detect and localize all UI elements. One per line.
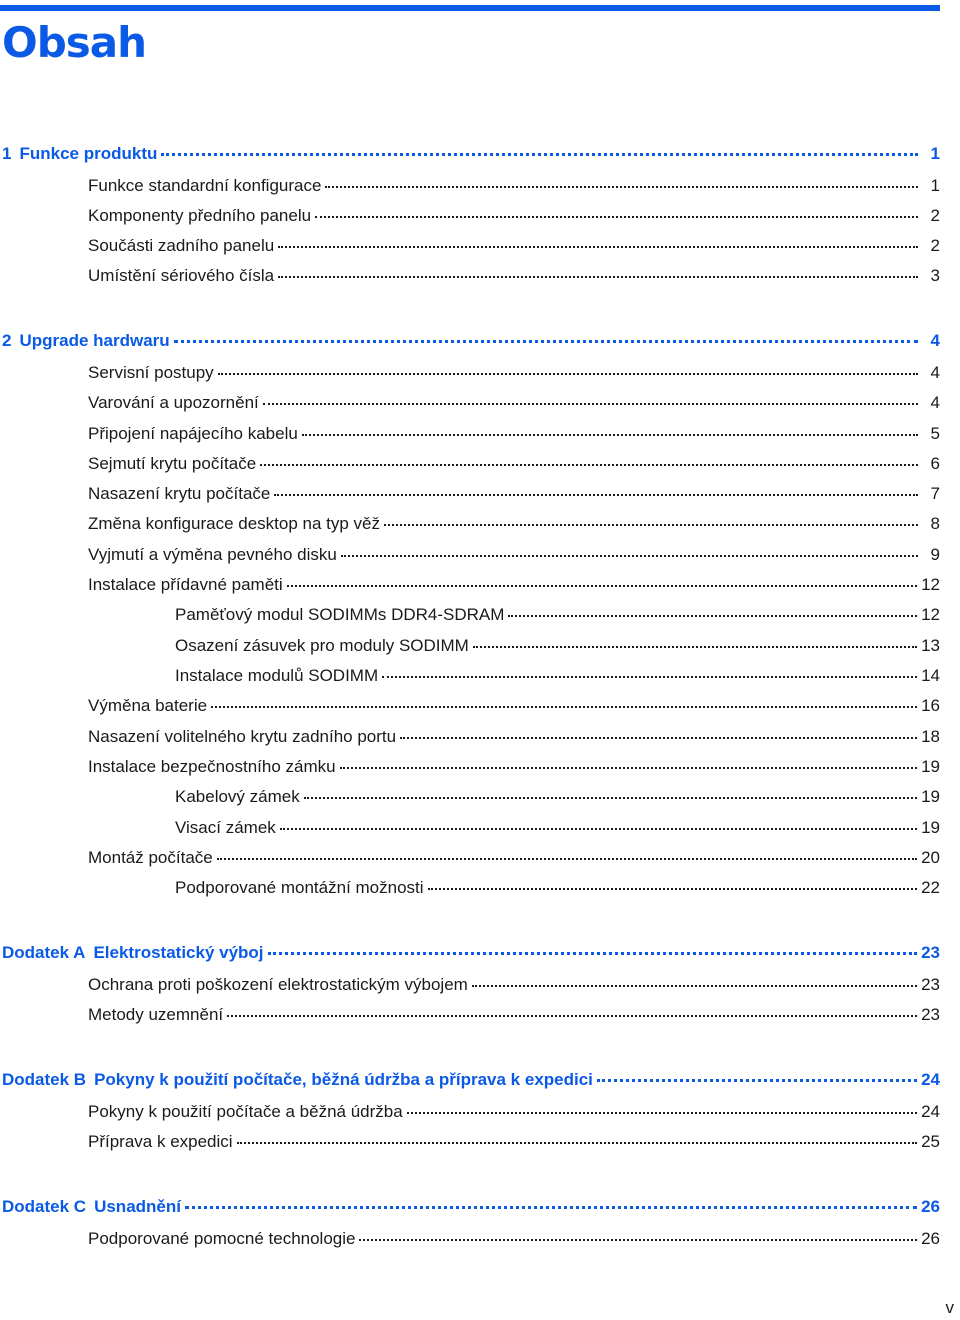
dot-leader — [268, 951, 918, 955]
dot-leader — [237, 1141, 918, 1144]
toc-subitem[interactable] — [175, 605, 940, 629]
toc-item-label: Instalace bezpečnostního zámku — [88, 757, 336, 776]
page-number: 20 — [921, 848, 940, 867]
toc-item-label: Visací zámek — [175, 818, 276, 837]
toc-item[interactable] — [88, 393, 940, 417]
toc-appendix-a[interactable] — [2, 943, 940, 967]
toc-item-label: Varování a upozornění — [88, 393, 259, 412]
page-number: 4 — [930, 393, 940, 412]
page-number: 26 — [921, 1229, 940, 1248]
toc-item[interactable] — [88, 575, 940, 599]
toc-chapter-1[interactable] — [2, 144, 940, 168]
page-number: 2 — [930, 206, 940, 225]
dot-leader — [473, 645, 917, 648]
toc-subitem[interactable] — [175, 666, 940, 690]
page-number: 23 — [921, 1005, 940, 1024]
toc-item[interactable] — [88, 514, 940, 538]
page-number: 18 — [921, 727, 940, 746]
toc-item-label: Výměna baterie — [88, 696, 208, 715]
toc-item-label: Nasazení krytu počítače — [88, 484, 271, 503]
dot-leader — [211, 705, 917, 708]
toc-item-label: Součásti zadního panelu — [88, 236, 275, 255]
dot-leader — [260, 463, 918, 466]
toc-item[interactable] — [88, 424, 940, 448]
toc-item-label: Sejmutí krytu počítače — [88, 454, 257, 473]
chapter-number: Dodatek C — [2, 1197, 87, 1216]
page-number: 23 — [921, 975, 940, 994]
toc-appendix-c[interactable] — [2, 1197, 940, 1221]
dot-leader — [597, 1078, 917, 1082]
page-number: 14 — [921, 666, 940, 685]
dot-leader — [161, 152, 918, 156]
page-number: 8 — [930, 514, 940, 533]
dot-leader — [384, 523, 918, 526]
chapter-number: 2 — [2, 331, 12, 350]
toc-item-label: Příprava k expedici — [88, 1132, 233, 1151]
toc-item[interactable] — [88, 727, 940, 751]
dot-leader — [287, 584, 917, 587]
chapter-number: 1 — [2, 144, 12, 163]
toc-item[interactable] — [88, 757, 940, 781]
page-number: 19 — [921, 787, 940, 806]
toc-item-label: Funkce standardní konfigurace — [88, 176, 322, 195]
dot-leader — [278, 275, 918, 278]
page-number: 6 — [930, 454, 940, 473]
chapter-number: Dodatek B — [2, 1070, 87, 1089]
dot-leader — [472, 984, 917, 987]
dot-leader — [407, 1111, 917, 1114]
chapter-title: Pokyny k použití počítače, běžná údržba a příprava k expedici — [94, 1070, 593, 1089]
toc-item-label: Komponenty předního panelu — [88, 206, 312, 225]
page-number: 1 — [930, 144, 940, 163]
toc-item[interactable] — [88, 1229, 940, 1253]
page-number: 12 — [921, 605, 940, 624]
toc-item[interactable] — [88, 236, 940, 260]
dot-leader — [227, 1014, 917, 1017]
dot-leader — [340, 766, 917, 769]
toc-item[interactable] — [88, 206, 940, 230]
toc-item-label: Pokyny k použití počítače a běžná údržba — [88, 1102, 403, 1121]
page-number: 2 — [930, 236, 940, 255]
page-number: 5 — [930, 424, 940, 443]
toc-subitem[interactable] — [175, 818, 940, 842]
chapter-title: Elektrostatický výboj — [93, 943, 264, 962]
page-number: 7 — [930, 484, 940, 503]
toc-item[interactable] — [88, 545, 940, 569]
toc-item-label: Ochrana proti poškození elektrostatickým výbojem — [88, 975, 468, 994]
footer-page-number: v — [945, 1298, 954, 1317]
page-number: 9 — [930, 545, 940, 564]
toc-item[interactable] — [88, 848, 940, 872]
toc-item-label: Podporované montážní možnosti — [175, 878, 424, 897]
chapter-title: Funkce produktu — [19, 144, 158, 163]
toc-item[interactable] — [88, 1005, 940, 1029]
toc-item-label: Paměťový modul SODIMMs DDR4-SDRAM — [175, 605, 505, 624]
toc-item-label: Vyjmutí a výměna pevného disku — [88, 545, 337, 564]
toc-subitem[interactable] — [175, 636, 940, 660]
toc-item-label: Kabelový zámek — [175, 787, 300, 806]
toc-item[interactable] — [88, 363, 940, 387]
page-number: 19 — [921, 757, 940, 776]
toc-item-label: Osazení zásuvek pro moduly SODIMM — [175, 636, 469, 655]
toc-item-label: Metody uzemnění — [88, 1005, 224, 1024]
page-number: 12 — [921, 575, 940, 594]
toc-subitem[interactable] — [175, 878, 940, 902]
page-number: 4 — [930, 331, 940, 350]
dot-leader — [302, 433, 918, 436]
toc-item-label: Podporované pomocné technologie — [88, 1229, 356, 1248]
toc-item[interactable] — [88, 696, 940, 720]
toc-item-label: Připojení napájecího kabelu — [88, 424, 298, 443]
dot-leader — [508, 614, 917, 617]
dot-leader — [274, 493, 918, 496]
chapter-title: Upgrade hardwaru — [19, 331, 170, 350]
toc-chapter-2[interactable] — [2, 331, 940, 355]
page-number: 22 — [921, 878, 940, 897]
page-number: 26 — [921, 1197, 940, 1216]
page-number: 1 — [930, 176, 940, 195]
page-number: 13 — [921, 636, 940, 655]
dot-leader — [263, 402, 918, 405]
page-number: 16 — [921, 696, 940, 715]
toc-item-label: Instalace modulů SODIMM — [175, 666, 379, 685]
dot-leader — [428, 887, 918, 890]
page-number: 24 — [921, 1070, 940, 1089]
page-number: 25 — [921, 1132, 940, 1151]
dot-leader — [315, 215, 918, 218]
toc-item-label: Umístění sériového čísla — [88, 266, 275, 285]
toc-item[interactable] — [88, 266, 940, 290]
toc-subitem[interactable] — [175, 787, 940, 811]
dot-leader — [174, 339, 918, 343]
dot-leader — [304, 796, 917, 799]
toc-item[interactable] — [88, 484, 940, 508]
toc-item[interactable] — [88, 1132, 940, 1156]
dot-leader — [382, 675, 917, 678]
toc-item[interactable] — [88, 454, 940, 478]
dot-leader — [278, 245, 918, 248]
page-number: 24 — [921, 1102, 940, 1121]
dot-leader — [280, 827, 917, 830]
toc-item[interactable] — [88, 1102, 940, 1126]
toc-item[interactable] — [88, 975, 940, 999]
dot-leader — [400, 736, 917, 739]
top-rule — [0, 5, 940, 11]
page-number: 23 — [921, 943, 940, 962]
dot-leader — [185, 1205, 917, 1209]
dot-leader — [341, 554, 918, 557]
toc-item-label: Servisní postupy — [88, 363, 214, 382]
toc-item-label: Instalace přídavné paměti — [88, 575, 283, 594]
toc-item[interactable] — [88, 176, 940, 200]
page-title: Obsah — [2, 18, 147, 67]
dot-leader — [217, 857, 917, 860]
toc-item-label: Změna konfigurace desktop na typ věž — [88, 514, 380, 533]
chapter-title: Usnadnění — [94, 1197, 181, 1216]
page-number: 4 — [930, 363, 940, 382]
dot-leader — [218, 372, 918, 375]
toc-item-label: Nasazení volitelného krytu zadního portu — [88, 727, 397, 746]
page-number: 19 — [921, 818, 940, 837]
toc-item-label: Montáž počítače — [88, 848, 213, 867]
chapter-number: Dodatek A — [2, 943, 86, 962]
dot-leader — [359, 1238, 917, 1241]
page-number: 3 — [930, 266, 940, 285]
dot-leader — [325, 185, 918, 188]
toc-appendix-b[interactable] — [2, 1070, 940, 1094]
